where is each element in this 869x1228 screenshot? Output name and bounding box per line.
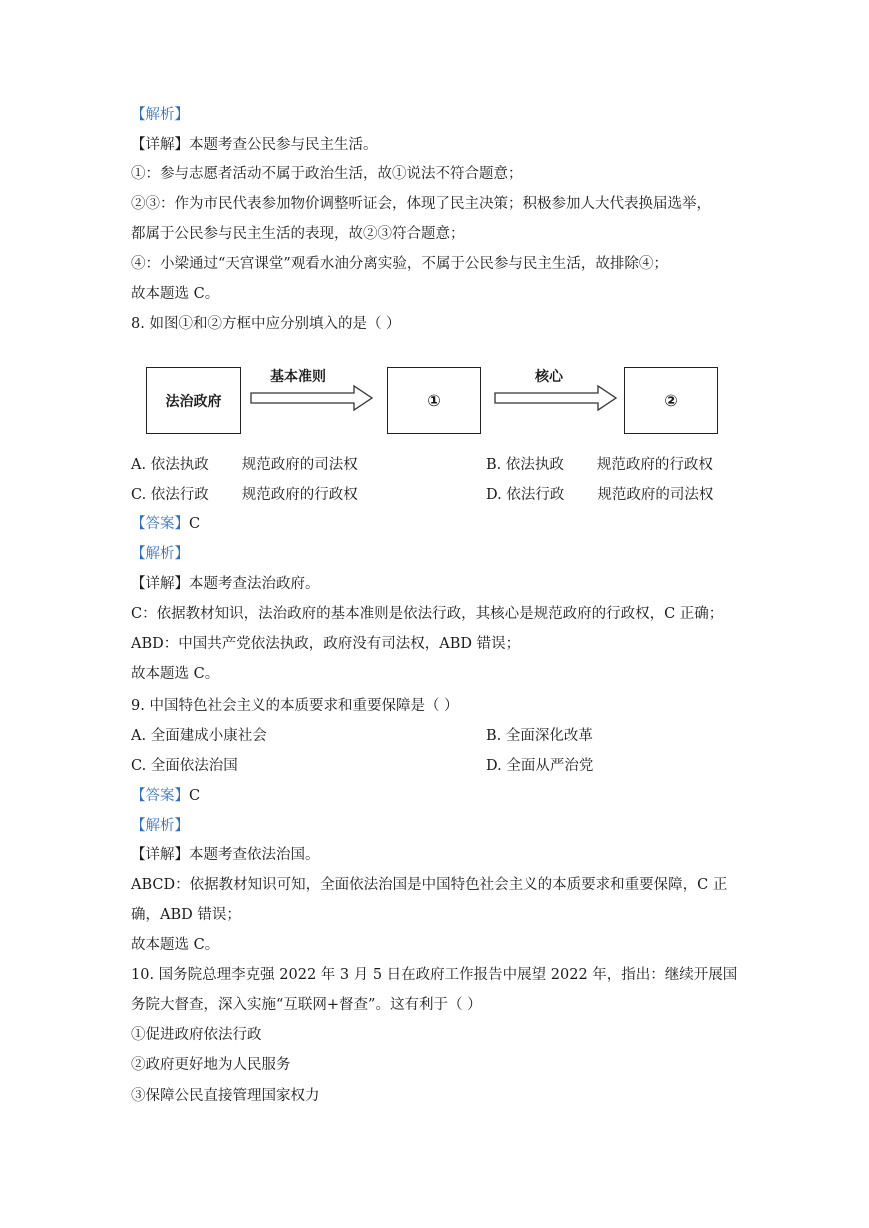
arrow-label-core: 核心: [535, 369, 563, 385]
conclusion-line: 故本题选 C。: [131, 666, 220, 682]
explanation-line: C：依据教材知识，法治政府的基本准则是依法行政，其核心是规范政府的行政权，C 正确；: [131, 606, 724, 622]
answer-value: C: [189, 516, 201, 532]
answer-line: [131, 786, 200, 806]
explanation-line: ABD：中国共产党依法执政，政府没有司法权，ABD 错误；: [131, 636, 521, 652]
answer-value: C: [189, 788, 201, 804]
explanation-line: ①：参与志愿者活动不属于政治生活，故①说法不符合题意；: [131, 166, 523, 182]
option-c-text: 规范政府的行政权: [241, 487, 358, 503]
option-c: C. 全面依法治国: [131, 758, 238, 774]
option-a-label: A. 依法执政: [131, 457, 209, 473]
explanation-line: ②③：作为市民代表参加物价调整听证会，体现了民主决策；积极参加人大代表换届选举，: [131, 196, 711, 212]
question-9: 9. 中国特色社会主义的本质要求和重要保障是（ ）: [131, 698, 459, 714]
question-8: 8. 如图①和②方框中应分别填入的是（ ）: [131, 316, 401, 332]
explanation-line: 确，ABD 错误；: [131, 907, 241, 923]
option-b: B. 全面深化改革: [486, 728, 593, 744]
option-b-text: 规范政府的行政权: [596, 457, 713, 473]
answer-line: [131, 514, 200, 534]
option-d: D. 全面从严治党: [486, 758, 594, 774]
answer-tag: 【答案】: [131, 788, 189, 804]
flow-diagram: [146, 360, 726, 440]
statement-1: ①促进政府依法行政: [131, 1027, 262, 1043]
analysis-heading: 【解析】: [131, 818, 189, 834]
option-d-label: D. 依法行政: [486, 487, 565, 503]
explanation-line: ④：小梁通过“天宫课堂”观看水油分离实验，不属于公民参与民主生活，故排除④；: [131, 256, 668, 272]
explanation-line: ABCD：依据教材知识可知，全面依法治国是中国特色社会主义的本质要求和重要保障，C 正: [131, 877, 728, 893]
question-10: 10. 国务院总理李克强 2022 年 3 月 5 日在政府工作报告中展望 2022 年，指出：继续开展国: [131, 967, 738, 983]
analysis-heading: 【解析】: [131, 107, 189, 123]
option-d: [486, 485, 713, 505]
arrow-label-basic-rule: 基本准则: [270, 369, 326, 385]
option-a: [131, 455, 358, 475]
explanation-line: 都属于公民参与民主生活的表现，故②③符合题意；: [131, 226, 465, 242]
right-arrow-icon: [250, 384, 374, 412]
option-c: [131, 485, 358, 505]
conclusion-line: 故本题选 C。: [131, 937, 220, 953]
option-a-text: 规范政府的司法权: [241, 457, 358, 473]
statement-2: ②政府更好地为人民服务: [131, 1057, 291, 1073]
box-blank-1: ①: [387, 367, 481, 434]
question-10-cont: 务院大督查，深入实施“互联网+督查”。这有利于（ ）: [131, 997, 482, 1013]
answer-tag: 【答案】: [131, 516, 189, 532]
option-c-label: C. 依法行政: [131, 487, 209, 503]
detail-line: 【详解】本题考查依法治国。: [131, 847, 320, 863]
option-b-label: B. 依法执政: [486, 457, 564, 473]
detail-line: 【详解】本题考查公民参与民主生活。: [131, 137, 378, 153]
box-law-government: 法治政府: [146, 367, 241, 434]
option-a: A. 全面建成小康社会: [131, 728, 267, 744]
conclusion-line: 故本题选 C。: [131, 286, 220, 302]
analysis-heading: 【解析】: [131, 546, 189, 562]
box-blank-2: ②: [624, 367, 718, 434]
option-d-text: 规范政府的司法权: [597, 487, 714, 503]
right-arrow-icon: [494, 384, 618, 412]
detail-line: 【详解】本题考查法治政府。: [131, 576, 320, 592]
option-b: [486, 455, 713, 475]
statement-3: ③保障公民直接管理国家权力: [131, 1088, 320, 1104]
